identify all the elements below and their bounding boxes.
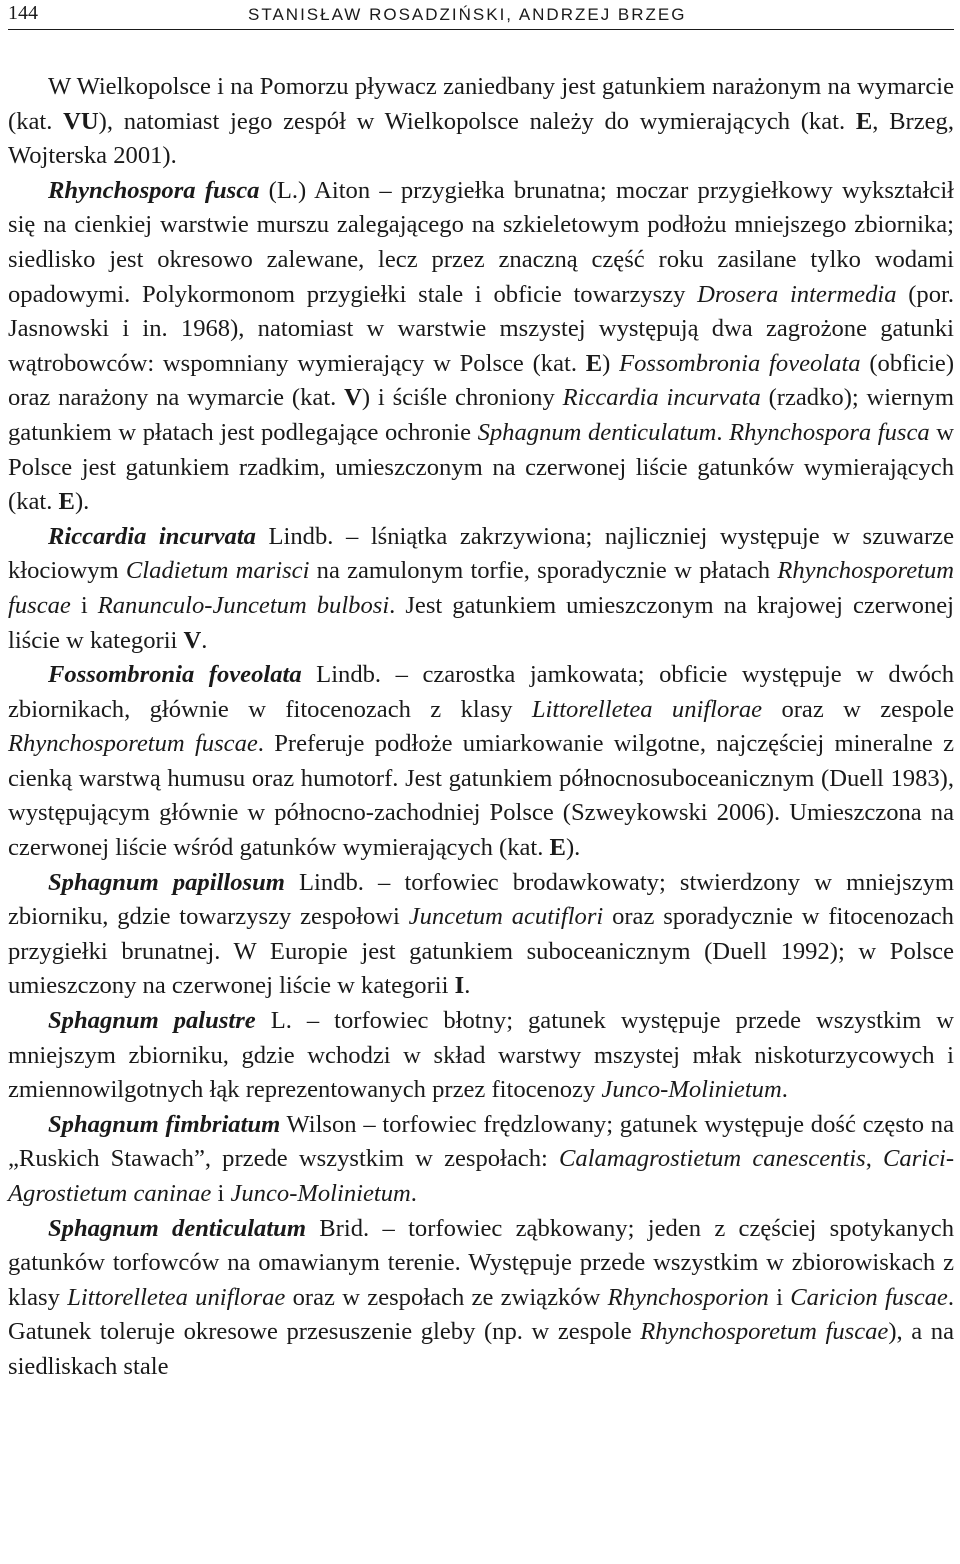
paragraph-5: [8, 866, 954, 1004]
text-run: (rzadko); wiernym gatunkiem w płatach jest podlegające ochronie: [8, 384, 954, 446]
italic-term: Rhynchosporetum fuscae: [8, 557, 955, 619]
text-run: . Gatunek toleruje okresowe przesuszenie gleby (np. w zespole: [8, 1283, 954, 1346]
italic-term: Rhynchosporion: [607, 1283, 769, 1311]
species-name: Sphagnum palustre: [48, 1007, 256, 1035]
category-code: E: [58, 488, 75, 516]
italic-term: Juncetum acutiflori: [408, 903, 604, 931]
text-run: .: [410, 1180, 417, 1207]
italic-term: Rhynchosporetum fuscae: [8, 730, 258, 758]
species-name: Riccardia incurvata: [48, 522, 256, 550]
text-run: . Jest gatunkiem umieszczonym na krajowej czerwonej liście w kategorii: [8, 591, 954, 654]
paragraph-4: [8, 658, 954, 866]
text-run: .: [781, 1076, 788, 1104]
category-code: E: [549, 834, 566, 862]
paragraph-2: [8, 174, 954, 520]
italic-term: Littorelletea uniflorae: [67, 1283, 286, 1311]
text-run: .: [716, 418, 730, 446]
species-name: Fossombronia foveolata: [48, 661, 302, 689]
species-name: Sphagnum fimbriatum: [48, 1110, 281, 1138]
text-run: na zamulonym torfie, sporadycznie w płatach: [309, 557, 778, 585]
text-run: Brid. – torfowiec ząbkowany; jeden z częściej spotykanych gatunków torfowców na omawianym terenie. Występuje przede wszystkim w zbiorowiskach z klasy: [8, 1214, 954, 1311]
paragraph-6: [8, 1004, 954, 1108]
body-text: [8, 70, 954, 1385]
text-run: ).: [565, 834, 581, 862]
italic-term: Rhynchosporetum fuscae: [640, 1318, 889, 1346]
species-name: Rhynchospora fusca: [48, 176, 260, 204]
paragraph-3: [8, 520, 954, 658]
text-run: Lindb. – torfowiec brodawkowaty; stwierdzony w mniejszym zbiorniku, gdzie towarzyszy zespołowi: [8, 868, 955, 931]
text-run: ).: [74, 488, 90, 516]
text-run: Lindb. – czarostka jamkowata; obficie występuje w dwóch zbiornikach, głównie w fitocenozach z klasy: [8, 661, 955, 723]
category-code: V: [344, 384, 362, 412]
italic-term: Junco-Molinietum: [230, 1180, 411, 1207]
page-number: 144: [8, 2, 38, 24]
species-name: Sphagnum papillosum: [48, 868, 285, 896]
text-run: .: [201, 626, 208, 654]
italic-term: Drosera intermedia: [697, 280, 897, 308]
italic-term: Riccardia incurvata: [562, 384, 761, 412]
italic-term: Littorelletea uniflorae: [531, 695, 763, 723]
text-run: w Polsce jest gatunkiem rzadkim, umieszczonym na czerwonej liście gatunków wymierających (kat.: [8, 418, 954, 516]
text-run: (por. Jasnowski i in. 1968), natomiast w warstwie mszystej występują dwa zagrożone gatunki wątrobowców: wspomniany wymierający w Polsce (kat.: [8, 280, 954, 377]
italic-term: Junco-Molinietum: [601, 1076, 782, 1104]
text-run: (obficie) oraz narażony na wymarcie (kat.: [8, 349, 955, 412]
text-run: ), a na siedliskach stale: [8, 1318, 955, 1380]
category-code: VU: [63, 107, 99, 135]
text-run: ): [602, 349, 620, 377]
text-run: Lindb. – lśniątka zakrzywiona; najliczniej występuje w szuwarze kłociowym: [8, 522, 954, 585]
text-run: (L.) Aiton – przygiełka brunatna; moczar przygiełkowy wykształcił się na cienkiej warstwie murszu zalegającego na szkieletowym podłożu mniejszego zbiornika; siedlisko jest okresowo zalewane, lecz przez znaczną część roku zasilane tylko wodami opadowymi. Polykormonom przygiełki stale i obficie towarzyszy: [8, 176, 954, 308]
text-run: ), natomiast jego zespół w Wielkopolsce należy do wymierających (kat.: [98, 107, 856, 135]
italic-term: Rhynchospora fusca: [729, 418, 930, 446]
text-run: oraz sporadycznie w fitocenozach przygiełki brunatnej. W Europie jest gatunkiem suboceanicznym (Duell 1992); w Polsce umieszczony na czerwonej liście w kategorii: [8, 903, 954, 1000]
italic-term: Sphagnum denticulatum: [477, 418, 717, 446]
paragraph-7: [8, 1108, 954, 1212]
text-run: ,: [865, 1145, 883, 1173]
running-head-authors: STANISŁAW ROSADZIŃSKI, ANDRZEJ BRZEG: [248, 5, 687, 24]
category-code: E: [855, 107, 873, 135]
italic-term: Caricion fuscae: [790, 1283, 948, 1311]
text-run: i: [211, 1180, 231, 1207]
italic-term: Carici-Agrostietum caninae: [8, 1145, 955, 1207]
italic-term: Ranunculo-Juncetum bulbosi: [97, 591, 390, 619]
text-run: .: [464, 972, 471, 1000]
text-run: oraz w zespole: [762, 695, 954, 723]
text-run: . Preferuje podłoże umiarkowanie wilgotne, najczęściej mineralne z cienką warstwą humusu oraz humotorf. Jest gatunkiem północnosuboceanicznym (Duell 1983), występującym głównie w północno-zachodniej Polsce (Szweykowski 2006). Umieszczona na czerwonej liście wśród gatunków wymierających (kat.: [8, 730, 954, 862]
paragraph-8: [8, 1212, 954, 1385]
paragraph-1: [8, 70, 954, 174]
running-head: [8, 0, 954, 30]
category-code: E: [585, 349, 603, 377]
text-run: W Wielkopolsce i na Pomorzu pływacz zaniedbany jest gatunkiem narażonym na wymarcie (kat.: [8, 73, 954, 135]
category-code: I: [454, 972, 465, 1000]
text-run: i: [70, 591, 98, 619]
category-code: V: [183, 626, 202, 654]
italic-term: Cladietum marisci: [125, 557, 310, 585]
text-run: ) i ściśle chroniony: [361, 384, 563, 412]
text-run: , Brzeg, Wojterska 2001).: [8, 107, 954, 170]
species-name: Sphagnum denticulatum: [48, 1214, 306, 1242]
text-run: oraz w zespołach ze związków: [285, 1283, 608, 1311]
text-run: i: [768, 1283, 791, 1311]
text-run: L. – torfowiec błotny; gatunek występuje przede wszystkim w mniejszym zbiorniku, gdzie wchodzi w skład warstwy mszystej młak niskoturzycowych i zmiennowilgotnych łąk reprezentowanych przez fitocenozy: [8, 1007, 954, 1104]
italic-term: Fossombronia foveolata: [619, 349, 861, 377]
text-run: Wilson – torfowiec frędzlowany; gatunek występuje dość często na „Ruskich Stawach”, przede wszystkim w zespołach:: [8, 1110, 954, 1173]
italic-term: Calamagrostietum canescentis: [559, 1145, 866, 1173]
